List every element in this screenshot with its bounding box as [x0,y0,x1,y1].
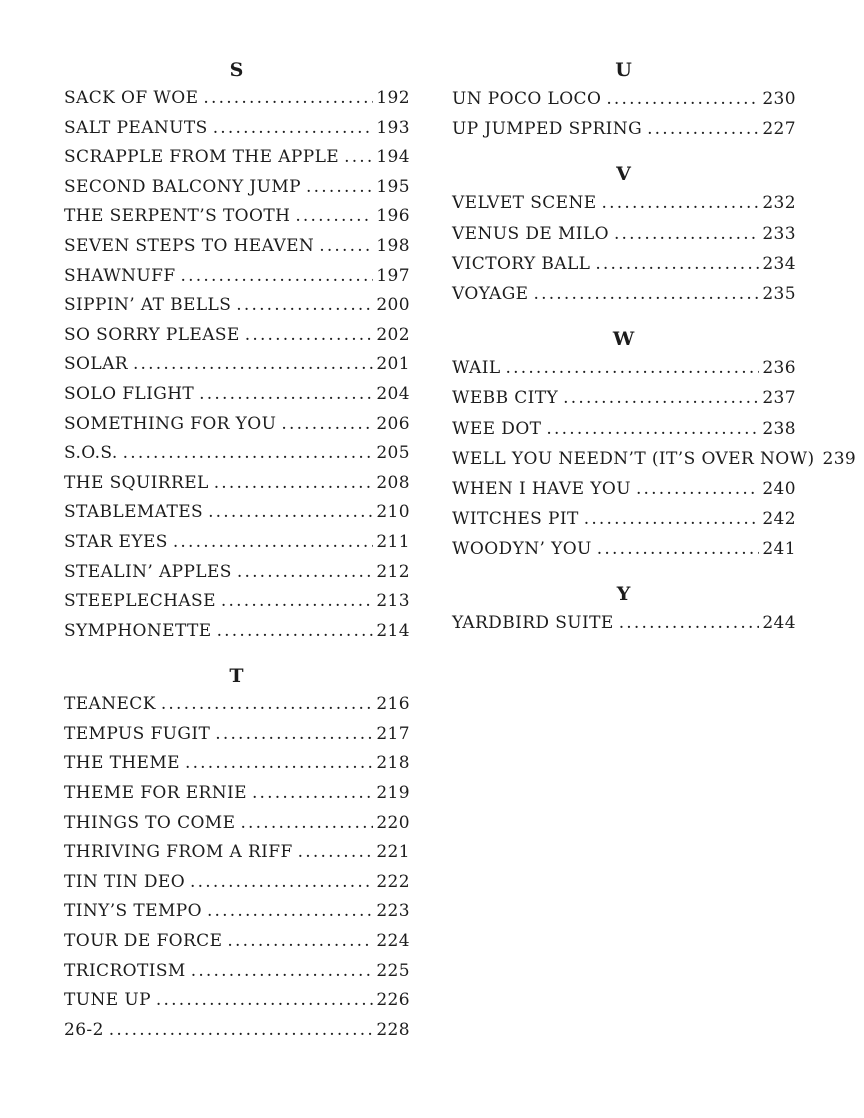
entry-title: SO SORRY PLEASE [64,324,240,345]
section-letter-heading: S [229,59,245,81]
entry-page-number: 200 [376,295,410,316]
entry-title: SCRAPPLE FROM THE APPLE [64,147,340,168]
index-entry [64,558,410,588]
dot-leader [319,232,373,262]
dot-leader [217,617,374,647]
index-entry [452,279,796,309]
index-entry [64,380,410,410]
index-entry [64,868,410,898]
dot-leader [619,608,760,638]
entry-title: TRICROTISM [64,960,186,981]
index-entry [452,188,796,218]
entry-title: UN POCO LOCO [452,89,602,109]
dot-leader [190,868,373,898]
entry-title: STEALIN’ APPLES [64,561,232,582]
entry-page-number: 211 [376,531,410,552]
entry-title: SOLAR [64,354,128,375]
entry-page-number: 192 [376,88,410,108]
entry-page-number: 196 [376,206,410,227]
entry-page-number: 201 [376,354,410,375]
index-entry [452,414,796,444]
dot-leader [636,474,759,504]
entry-page-number: 232 [762,193,796,214]
index-entry [64,897,410,927]
entry-title: SECOND BALCONY JUMP [64,176,302,197]
entry-page-number: 236 [762,358,796,379]
entry-title: SYMPHONETTE [64,620,212,641]
index-entry [64,321,410,351]
entry-title: 26-2 [64,1019,104,1040]
entry-title: WEBB CITY [452,388,559,409]
entry-page-number: 194 [376,147,410,168]
dot-leader [546,414,759,444]
dot-leader [173,528,374,558]
entry-page-number: 208 [376,472,410,493]
entry-title: UP JUMPED SPRING [452,119,643,140]
index-entry [64,84,410,114]
index-section [452,580,796,638]
entry-title: THINGS TO COME [64,812,236,833]
entry-title: SACK OF WOE [64,88,199,108]
entry-page-number: 227 [762,119,796,140]
index-section [64,662,410,1045]
index-entry [452,383,796,413]
entry-page-number: 219 [376,783,410,804]
entry-page-number: 205 [376,443,410,464]
entry-page-number: 237 [762,388,796,409]
dot-leader [252,779,373,809]
index-entry [64,262,410,292]
entry-title: THRIVING FROM A RIFF [64,842,293,863]
entry-page-number: 195 [376,176,410,197]
dot-leader [606,84,759,114]
index-section [452,56,796,144]
index-entry [452,608,796,638]
dot-leader [161,690,374,720]
index-entry [452,504,796,534]
dot-leader [191,957,374,987]
index-entry [64,809,410,839]
index-entry [64,749,410,779]
entry-page-number: 230 [762,89,796,109]
section-letter-heading: W [612,328,636,351]
entry-page-number: 213 [376,591,410,612]
entry-page-number: 244 [762,613,796,634]
dot-leader [213,114,374,144]
dot-leader [123,439,374,469]
dot-leader [344,143,373,173]
entry-page-number: 240 [762,478,796,499]
section-entries [452,353,857,564]
dot-leader [597,534,760,564]
dot-leader [207,897,373,927]
dot-leader [215,720,373,750]
entry-page-number: 238 [762,418,796,439]
entry-title: VENUS DE MILO [452,223,609,244]
entry-page-number: 233 [762,223,796,244]
entry-page-number: 198 [376,235,410,256]
index-entry [64,528,410,558]
entry-title: SALT PEANUTS [64,117,208,138]
index-entry [452,444,857,474]
entry-page-number: 210 [376,502,410,523]
dot-leader [584,504,760,534]
entry-title: STAR EYES [64,531,168,552]
entry-page-number: 214 [376,620,410,641]
entry-title: TIN TIN DEO [64,871,186,892]
dot-leader [614,219,759,249]
entry-page-number: 193 [376,117,410,138]
index-entry [64,617,410,647]
index-entry [64,439,410,469]
entry-page-number: 235 [762,283,796,304]
index-entry [64,498,410,528]
dot-leader [240,809,373,839]
index-entry [64,779,410,809]
section-entries [64,690,410,1045]
entry-title: WELL YOU NEEDN’T (IT’S OVER NOW) [452,448,815,469]
entry-title: WAIL [452,358,501,379]
entry-page-number: 241 [762,539,796,560]
index-entry [452,353,796,383]
dot-leader [298,838,374,868]
index-entry [64,957,410,987]
entry-title: SOLO FLIGHT [64,383,195,404]
entry-page-number: 218 [376,753,410,774]
dot-leader [281,410,373,440]
entry-page-number: 223 [376,901,410,922]
entry-page-number: 202 [376,324,410,345]
entry-title: STEEPLECHASE [64,591,216,612]
index-section [452,160,796,309]
index-entry [64,720,410,750]
section-letter-heading: T [229,665,245,688]
dot-leader [534,279,760,309]
entry-title: THE SQUIRREL [64,472,209,493]
entry-page-number: 234 [762,253,796,274]
section-letter-heading: Y [616,583,632,606]
index-entry [452,249,796,279]
section-entries [452,188,796,309]
dot-leader [221,587,373,617]
index-entry [64,927,410,957]
entry-title: SIPPIN’ AT BELLS [64,295,232,316]
index-entry [452,114,796,144]
dot-leader [214,469,374,499]
entry-page-number: 226 [376,990,410,1011]
dot-leader [295,202,373,232]
section-letter-heading: U [615,59,633,81]
dot-leader [237,558,373,588]
entry-title: THE SERPENT’S TOOTH [64,206,291,227]
index-entry [452,474,796,504]
index-entry [452,534,796,564]
dot-leader [133,350,373,380]
entry-title: VOYAGE [452,283,529,304]
index-section [452,325,857,564]
entry-title: THEME FOR ERNIE [64,783,247,804]
entry-page-number: 212 [376,561,410,582]
entry-title: WOODYN’ YOU [452,539,592,560]
entry-page-number: 225 [376,960,410,981]
entry-title: SEVEN STEPS TO HEAVEN [64,235,315,256]
entry-page-number: 221 [376,842,410,863]
dot-leader [245,321,374,351]
index-entry [64,232,410,262]
index-section [64,56,410,646]
dot-leader [563,383,759,413]
index-entry [64,410,410,440]
entry-title: WHEN I HAVE YOU [452,478,631,499]
index-entry [452,219,796,249]
entry-page-number: 224 [376,931,410,952]
dot-leader [156,986,373,1016]
dot-leader [203,84,373,114]
dot-leader [208,498,373,528]
entry-title: THE THEME [64,753,180,774]
section-letter-heading: V [616,163,632,186]
entry-page-number: 228 [376,1019,410,1040]
entry-page-number: 242 [762,509,796,530]
dot-leader [506,353,760,383]
index-entry [64,986,410,1016]
index-entry [64,690,410,720]
dot-leader [236,291,373,321]
dot-leader [181,262,374,292]
index-entry [452,84,796,114]
index-entry [64,114,410,144]
section-entries [452,84,796,144]
entry-title: SHAWNUFF [64,265,176,286]
index-column-right [452,56,857,639]
dot-leader [227,927,373,957]
dot-leader [185,749,373,779]
index-entry [64,143,410,173]
entry-page-number: 217 [376,723,410,744]
dot-leader [647,114,759,144]
dot-leader [602,188,760,218]
entry-title: VELVET SCENE [452,193,597,214]
entry-title: TEANECK [64,694,156,715]
section-entries [64,84,410,646]
index-entry [64,587,410,617]
entry-title: WEE DOT [452,418,542,439]
entry-title: YARDBIRD SUITE [452,613,614,634]
entry-page-number: 239 [822,448,857,469]
index-column-left [64,56,410,1045]
index-entry [64,202,410,232]
entry-title: SOMETHING FOR YOU [64,413,277,434]
index-entry [64,350,410,380]
section-entries [452,608,796,638]
index-entry [64,173,410,203]
index-entry [64,291,410,321]
entry-title: STABLEMATES [64,502,204,523]
dot-leader [199,380,373,410]
entry-title: WITCHES PIT [452,509,579,530]
entry-title: S.O.S. [64,443,118,464]
entry-title: TUNE UP [64,990,151,1011]
entry-title: TEMPUS FUGIT [64,723,211,744]
entry-page-number: 222 [376,871,410,892]
dot-leader [595,249,759,279]
entry-title: TINY’S TEMPO [64,901,202,922]
dot-leader [306,173,373,203]
entry-page-number: 220 [376,812,410,833]
entry-page-number: 216 [376,694,410,715]
dot-leader [109,1016,374,1046]
index-entry [64,838,410,868]
entry-page-number: 197 [376,265,410,286]
entry-page-number: 204 [376,383,410,404]
index-entry [64,1016,410,1046]
index-entry [64,469,410,499]
entry-title: VICTORY BALL [452,253,591,274]
entry-page-number: 206 [376,413,410,434]
entry-title: TOUR DE FORCE [64,931,223,952]
